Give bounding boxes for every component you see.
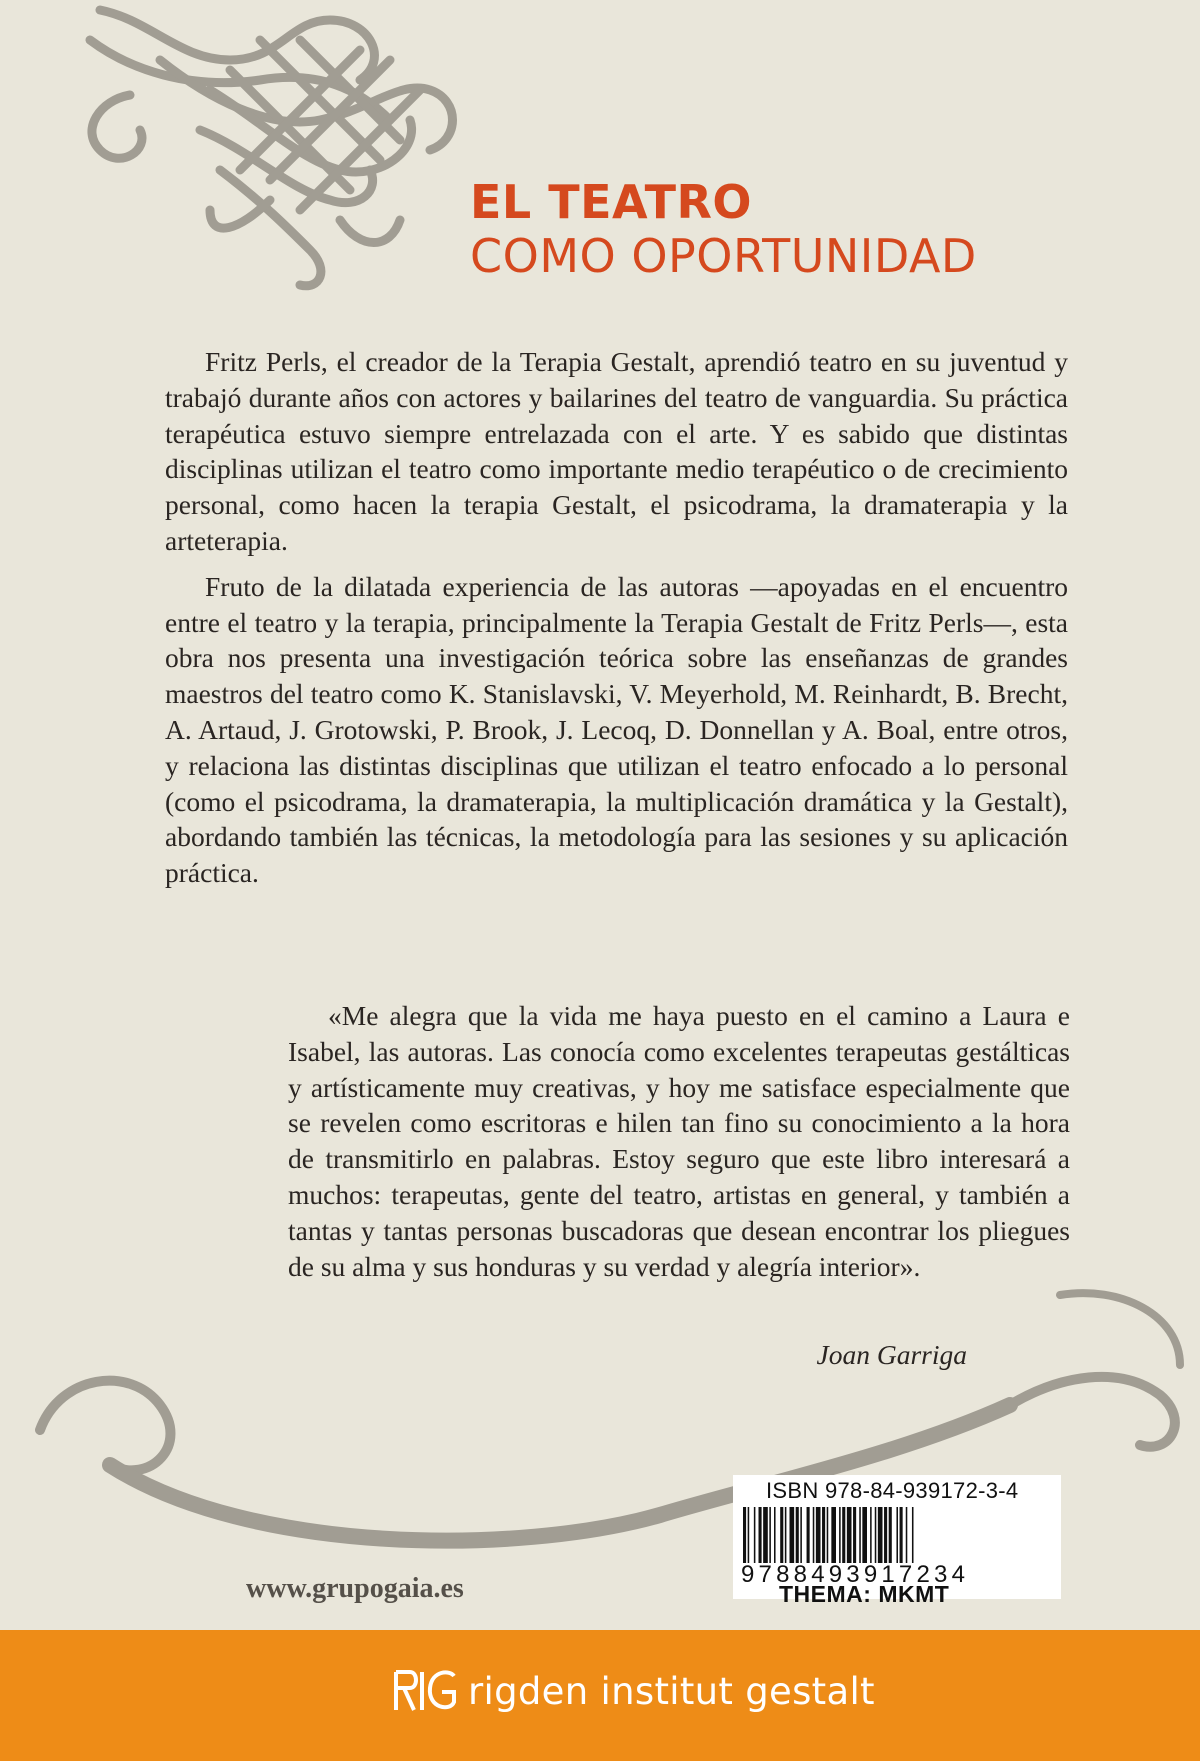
barcode-icon: [741, 1507, 1053, 1563]
quote-text: «Me alegra que la vida me haya puesto en el camino a Laura e Isabel, las autoras. Las conocía como excelentes terapeutas gestálticas y artísticamente muy creativas, y hoy me satisface especialmente que se revelen como escritoras e hilen tan fino su conocimiento a la hora de transmitirlo en palabras. Estoy seguro que este libro interesará a muchos: terapeutas, gente del teatro, artistas en general, y también a tantas y tantas personas buscadoras que desean encontrar los pliegues de su alma y sus honduras y su verdad y alegría interior».: [288, 1000, 1070, 1282]
title-line-1: EL TEATRO: [470, 175, 752, 229]
publisher-brand: [392, 1668, 875, 1714]
synopsis: [165, 344, 1068, 901]
book-title: [470, 175, 977, 283]
rig-logo-icon: [392, 1668, 458, 1714]
barcode-digits: 9788493917234: [741, 1561, 970, 1588]
testimonial-quote: [288, 998, 1070, 1284]
synopsis-paragraph-2: Fruto de la dilatada experiencia de las autoras —apoyadas en el encuentro entre el teatro y la terapia, principalmente la Terapia Gestalt de Fritz Perls—, esta obra nos presenta una investigación teórica sobre las enseñanzas de grandes maestros del teatro como K. Stanislavski, V. Meyerhold, M. Reinhardt, B. Brecht, A. Artaud, J. Grotowski, P. Brook, J. Lecoq, D. Donnellan y A. Boal, entre otros, y relaciona las distintas disciplinas que utilizan el teatro enfocado a lo personal (como el psicodrama, la dramaterapia, la multiplicación dramática y la Gestalt), abordando también las técnicas, la metodología para las sesiones y su aplicación práctica.: [165, 570, 1068, 889]
website-link[interactable]: www.grupogaia.es: [246, 1573, 464, 1604]
thema-code: THEMA: MKMT: [779, 1581, 950, 1607]
quote-author: Joan Garriga: [816, 1339, 967, 1370]
isbn-label: ISBN 978-84-939172-3-4: [766, 1478, 1019, 1503]
synopsis-paragraph-1: Fritz Perls, el creador de la Terapia Gestalt, aprendió teatro en su juventud y trabajó durante años con actores y bailarines del teatro de vanguardia. Su práctica terapéutica estuvo siempre entrelazada con el arte. Y es sabido que distintas disciplinas utilizan el teatro como importante medio terapéutico o de crecimiento personal, como hacen la terapia Gestalt, el psicodrama, la dramaterapia y la arteterapia.: [165, 346, 1068, 556]
calligraphic-flourish-icon: [60, 0, 490, 300]
title-line-2: COMO OPORTUNIDAD: [470, 229, 977, 283]
publisher-name: rigden institut gestalt: [468, 1669, 875, 1713]
